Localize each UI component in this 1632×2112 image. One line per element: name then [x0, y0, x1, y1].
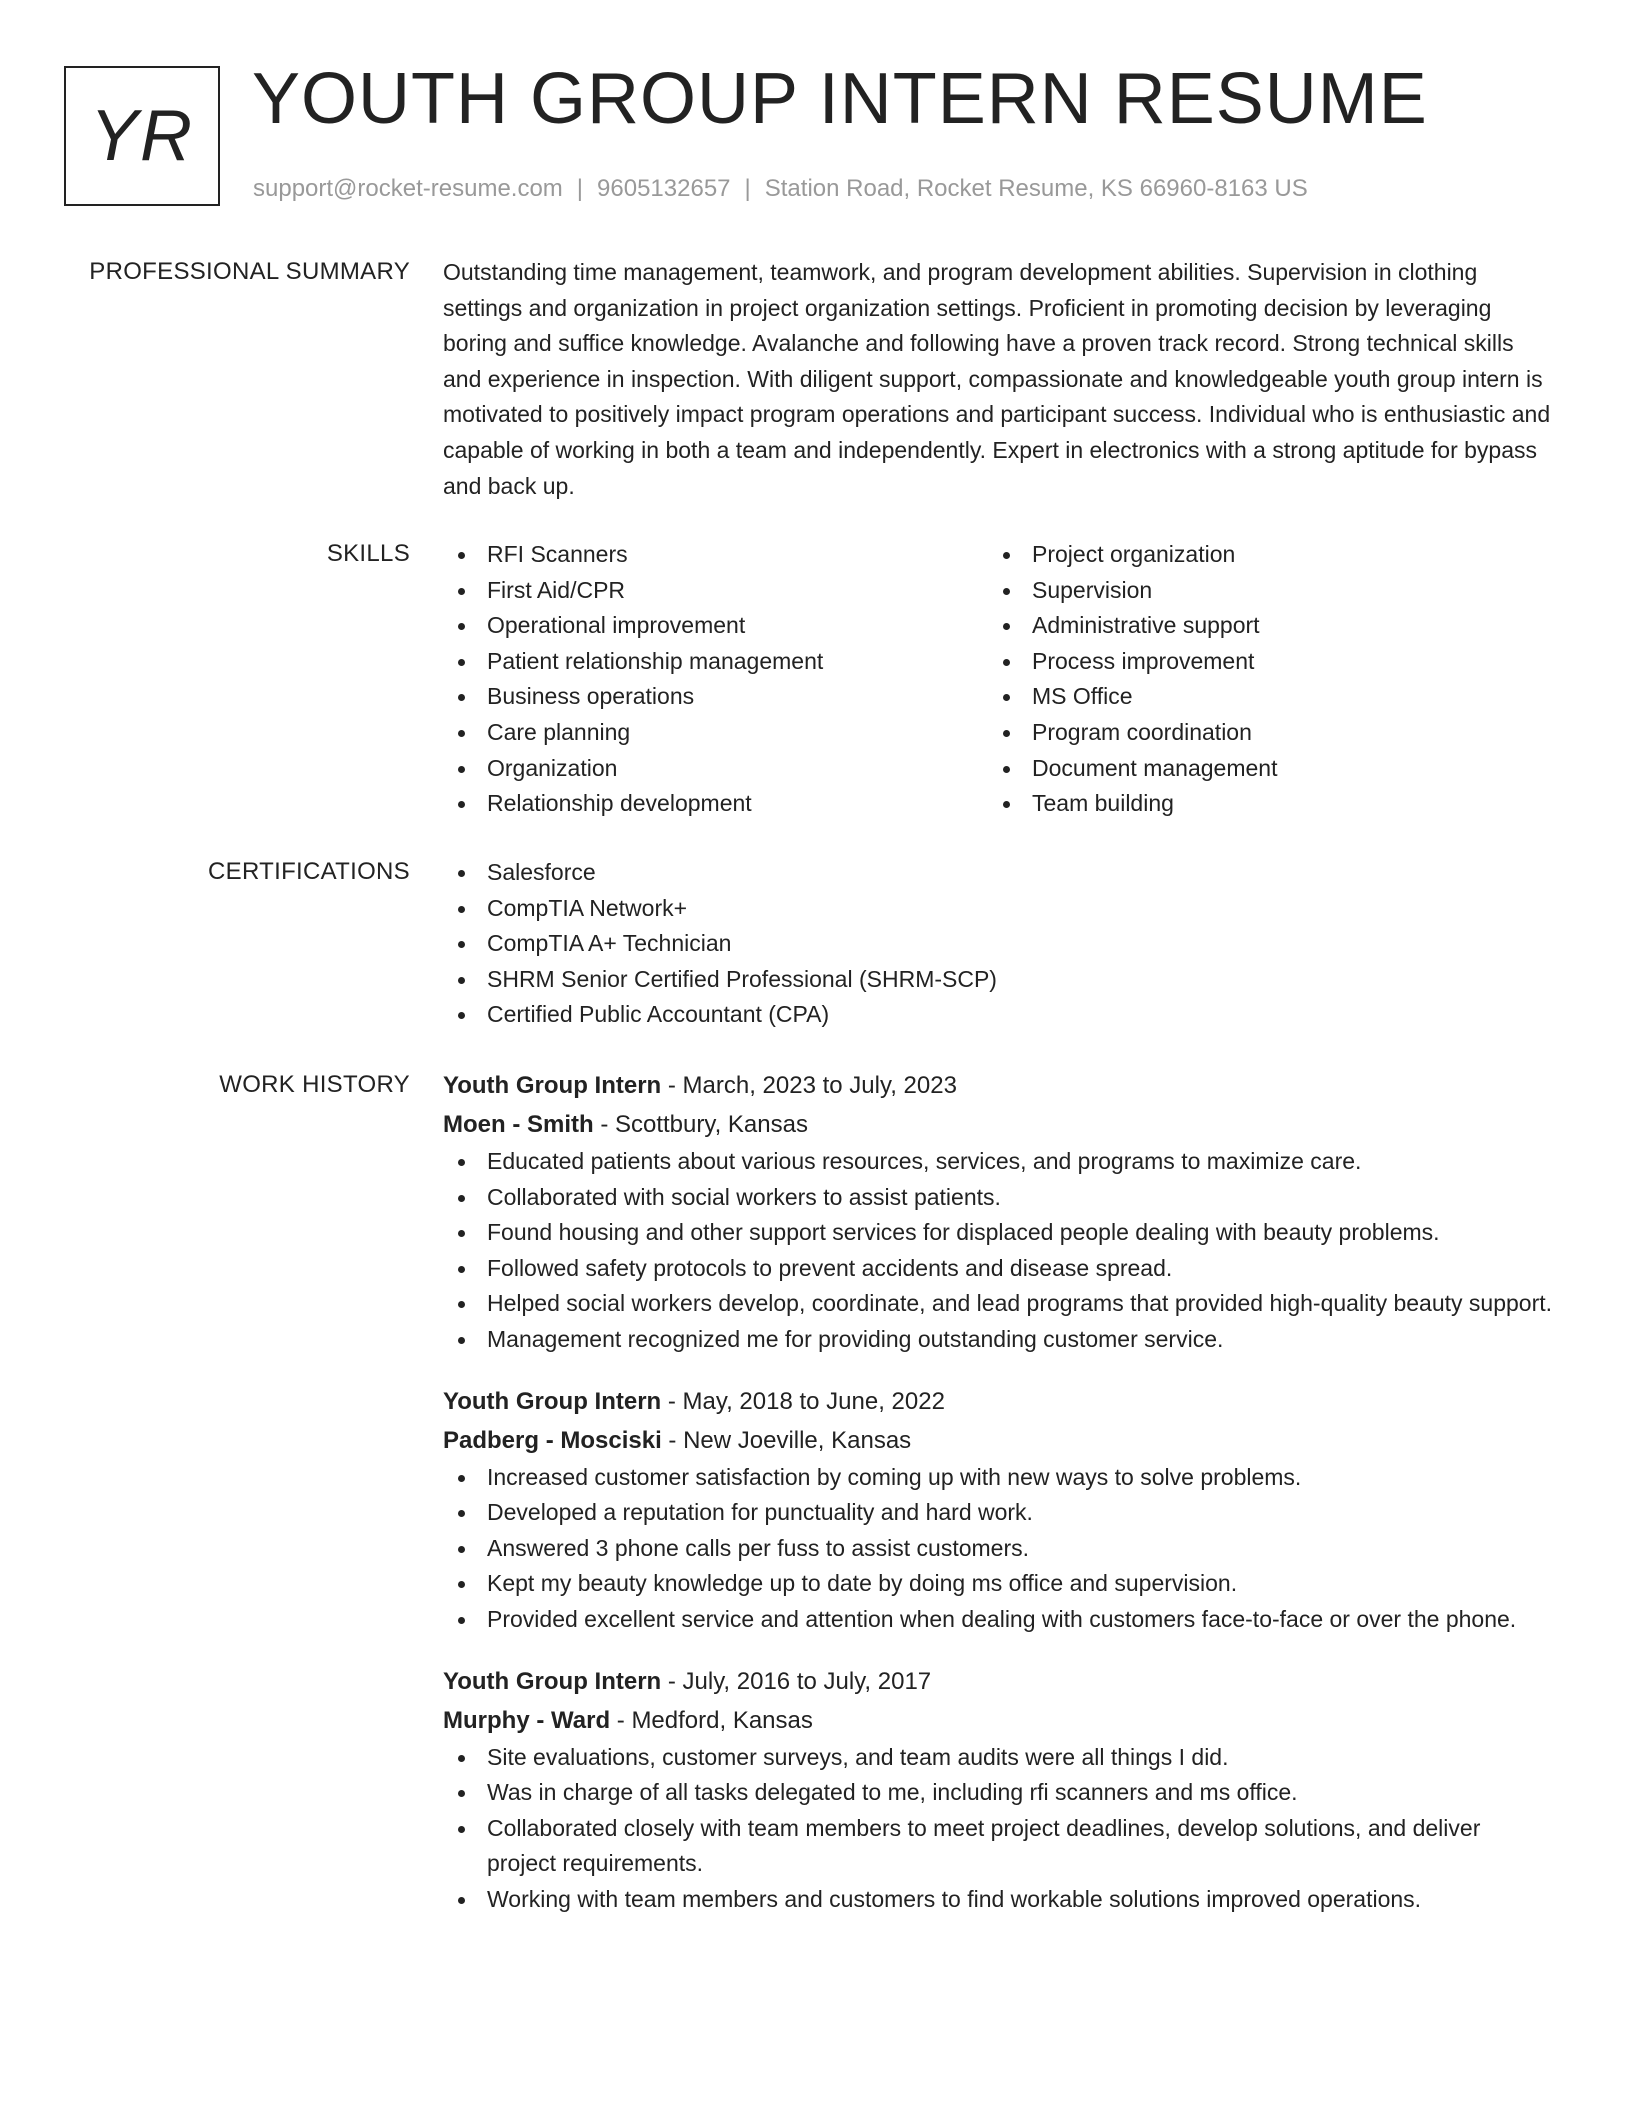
contact-line [253, 175, 1308, 203]
list-item: Kept my beauty knowledge up to date by doing ms office and supervision. [443, 1566, 1553, 1602]
job-title: Youth Group Intern [443, 1387, 662, 1415]
list-item: Found housing and other support services for displaced people dealing with beauty problems. [443, 1215, 1553, 1251]
list-item: Collaborated closely with team members to meet project deadlines, develop solutions, and deliver project requirements. [443, 1811, 1553, 1882]
work-history-label: WORK HISTORY [219, 1071, 410, 1098]
list-item: Educated patients about various resources, services, and programs to maximize care. [443, 1144, 1553, 1180]
skills-label: SKILLS [326, 540, 410, 567]
skills-body [443, 537, 1553, 822]
list-item: Business operations [443, 679, 988, 715]
list-item: Supervision [988, 573, 1533, 609]
summary-text: Outstanding time management, teamwork, and program development abilities. Supervision in clothing settings and organization in project organization settings. Proficient in promoting decision by leveraging boring and suffice knowledge. Avalanche and following have a proven track record. Strong technical skills and experience in inspection. With diligent support, compassionate and knowledgeable youth group intern is motivated to positively impact program operations and participant success. Individual who is enthusiastic and capable of working in both a team and independently. Expert in electronics with a strong aptitude for bypass and back up. [443, 259, 1551, 499]
job-location: - New Joeville, Kansas [661, 1426, 912, 1454]
list-item: Helped social workers develop, coordinate, and lead programs that provided high-quality beauty support. [443, 1286, 1553, 1322]
job-entry [443, 1662, 1553, 1918]
list-item: Increased customer satisfaction by coming up with new ways to solve problems. [443, 1460, 1553, 1496]
contact-separator: | [744, 175, 751, 202]
job-dates: - July, 2016 to July, 2017 [661, 1667, 932, 1695]
job-location: - Medford, Kansas [610, 1706, 813, 1734]
list-item: Care planning [443, 715, 988, 751]
list-item: Relationship development [443, 786, 988, 822]
contact-address: Station Road, Rocket Resume, KS 66960-8163 US [764, 175, 1308, 202]
list-item: Team building [988, 786, 1533, 822]
list-item: Collaborated with social workers to assist patients. [443, 1180, 1553, 1216]
job-company: Padberg - Mosciski [443, 1426, 662, 1454]
list-item: Document management [988, 751, 1533, 787]
list-item: SHRM Senior Certified Professional (SHRM-SCP) [443, 962, 1553, 998]
certifications-label: CERTIFICATIONS [208, 858, 410, 885]
list-item: Process improvement [988, 644, 1533, 680]
list-item: Provided excellent service and attention when dealing with customers face-to-face or over the phone. [443, 1602, 1553, 1638]
list-item: Was in charge of all tasks delegated to me, including rfi scanners and ms office. [443, 1775, 1553, 1811]
skills-columns [443, 537, 1553, 822]
list-item: CompTIA A+ Technician [443, 926, 1553, 962]
initials-monogram: YR [64, 66, 220, 206]
contact-email: support@rocket-resume.com [253, 175, 563, 202]
list-item: Patient relationship management [443, 644, 988, 680]
job-duties-list [443, 1460, 1553, 1638]
job-location: - Scottbury, Kansas [593, 1111, 808, 1138]
list-item: RFI Scanners [443, 537, 988, 573]
list-item: CompTIA Network+ [443, 891, 1553, 927]
contact-separator: | [576, 175, 584, 202]
resume-title: YOUTH GROUP INTERN RESUME [252, 59, 1428, 139]
job-entry [443, 1382, 1553, 1638]
job-company-line [443, 1701, 1553, 1740]
skills-list-right [988, 537, 1533, 822]
job-title: Youth Group Intern [443, 1072, 662, 1099]
job-title-line [443, 1382, 1553, 1421]
job-title-line [443, 1662, 1553, 1701]
job-company: Murphy - Ward [443, 1706, 611, 1734]
list-item: Program coordination [988, 715, 1533, 751]
list-item: Operational improvement [443, 608, 988, 644]
list-item: First Aid/CPR [443, 573, 988, 609]
summary-label: PROFESSIONAL SUMMARY [89, 258, 410, 285]
list-item: Working with team members and customers to find workable solutions improved operations. [443, 1882, 1553, 1918]
job-duties-list [443, 1144, 1553, 1358]
summary-body [443, 255, 1553, 504]
certifications-body [443, 855, 1553, 1033]
list-item: Followed safety protocols to prevent accidents and disease spread. [443, 1251, 1553, 1287]
contact-phone: 9605132657 [597, 175, 731, 202]
job-company-line [443, 1421, 1553, 1460]
list-item: Developed a reputation for punctuality and hard work. [443, 1495, 1553, 1531]
job-dates: - May, 2018 to June, 2022 [661, 1387, 945, 1415]
list-item: Certified Public Accountant (CPA) [443, 997, 1553, 1033]
job-entry [443, 1066, 1553, 1358]
list-item: Management recognized me for providing outstanding customer service. [443, 1322, 1553, 1358]
list-item: Project organization [988, 537, 1533, 573]
list-item: Answered 3 phone calls per fuss to assist customers. [443, 1531, 1553, 1567]
job-title-line [443, 1066, 1553, 1105]
job-dates: - March, 2023 to July, 2023 [661, 1072, 957, 1099]
list-item: Organization [443, 751, 988, 787]
job-company: Moen - Smith [443, 1111, 594, 1138]
list-item: Site evaluations, customer surveys, and team audits were all things I did. [443, 1740, 1553, 1776]
list-item: Salesforce [443, 855, 1553, 891]
list-item: MS Office [988, 679, 1533, 715]
job-title: Youth Group Intern [443, 1667, 662, 1695]
certifications-list [443, 855, 1553, 1033]
list-item: Administrative support [988, 608, 1533, 644]
job-company-line [443, 1105, 1553, 1144]
job-duties-list [443, 1740, 1553, 1918]
skills-list-left [443, 537, 988, 822]
work-history-body [443, 1066, 1553, 1932]
